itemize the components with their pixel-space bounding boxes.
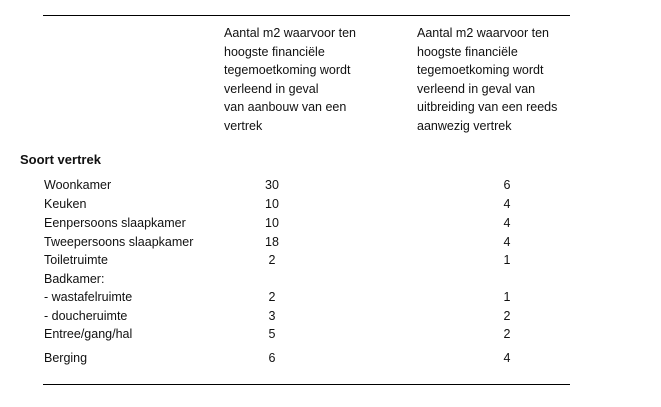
column-header-aanbouw xyxy=(224,24,414,135)
uitbreiding-value: 4 xyxy=(503,197,511,211)
table-row xyxy=(0,214,661,232)
aanbouw-value: 10 xyxy=(265,197,279,211)
room-type-label: Tweepersoons slaapkamer xyxy=(44,235,194,249)
room-type-label: - wastafelruimte xyxy=(44,290,133,304)
top-rule xyxy=(43,15,570,16)
table-row xyxy=(0,251,661,269)
table-row xyxy=(0,176,661,194)
table-row xyxy=(0,288,661,306)
header-line: vertrek xyxy=(224,118,263,133)
column-header-uitbreiding xyxy=(417,24,607,135)
room-type-label: Eenpersoons slaapkamer xyxy=(44,216,186,230)
header-line: Aantal m2 waarvoor ten xyxy=(224,26,357,40)
bottom-rule xyxy=(43,384,570,385)
uitbreiding-value: 1 xyxy=(503,290,511,304)
room-type-label: Toiletruimte xyxy=(44,253,108,267)
aanbouw-value: 6 xyxy=(268,351,276,365)
table-row xyxy=(0,325,661,343)
uitbreiding-value: 4 xyxy=(503,351,511,365)
uitbreiding-value: 2 xyxy=(503,309,511,323)
header-line: verleend in geval xyxy=(224,81,319,96)
aanbouw-value: 5 xyxy=(268,327,276,341)
room-type-label: - doucheruimte xyxy=(44,309,128,323)
table-row xyxy=(0,195,661,213)
aanbouw-value: 30 xyxy=(265,178,279,192)
header-line: aanwezig vertrek xyxy=(417,118,512,133)
table-row xyxy=(0,270,661,288)
header-line: tegemoetkoming wordt xyxy=(417,63,544,77)
table-row xyxy=(0,349,661,367)
uitbreiding-value: 1 xyxy=(503,253,511,267)
header-line: van aanbouw van een xyxy=(224,100,347,114)
aanbouw-value: 2 xyxy=(268,290,276,304)
room-type-label: Badkamer: xyxy=(44,272,105,286)
header-line: hoogste financiële xyxy=(417,44,518,59)
header-line: tegemoetkoming wordt xyxy=(224,63,351,77)
aanbouw-value: 2 xyxy=(268,253,276,267)
uitbreiding-value: 4 xyxy=(503,235,511,249)
uitbreiding-value: 4 xyxy=(503,216,511,230)
aanbouw-value: 10 xyxy=(265,216,279,230)
room-type-label: Berging xyxy=(44,351,88,365)
aanbouw-value: 3 xyxy=(268,309,276,323)
room-type-label: Keuken xyxy=(44,197,87,211)
room-type-label: Entree/gang/hal xyxy=(44,327,133,341)
header-line: hoogste financiële xyxy=(224,44,325,59)
header-line: uitbreiding van een reeds xyxy=(417,100,558,114)
aanbouw-value: 18 xyxy=(265,235,279,249)
uitbreiding-value: 6 xyxy=(503,178,511,192)
header-line: verleend in geval van xyxy=(417,81,536,96)
uitbreiding-value: 2 xyxy=(503,327,511,341)
section-title: Soort vertrek xyxy=(20,152,101,167)
room-type-label: Woonkamer xyxy=(44,178,112,192)
table-row xyxy=(0,307,661,325)
header-line: Aantal m2 waarvoor ten xyxy=(417,26,550,40)
table-row xyxy=(0,233,661,251)
